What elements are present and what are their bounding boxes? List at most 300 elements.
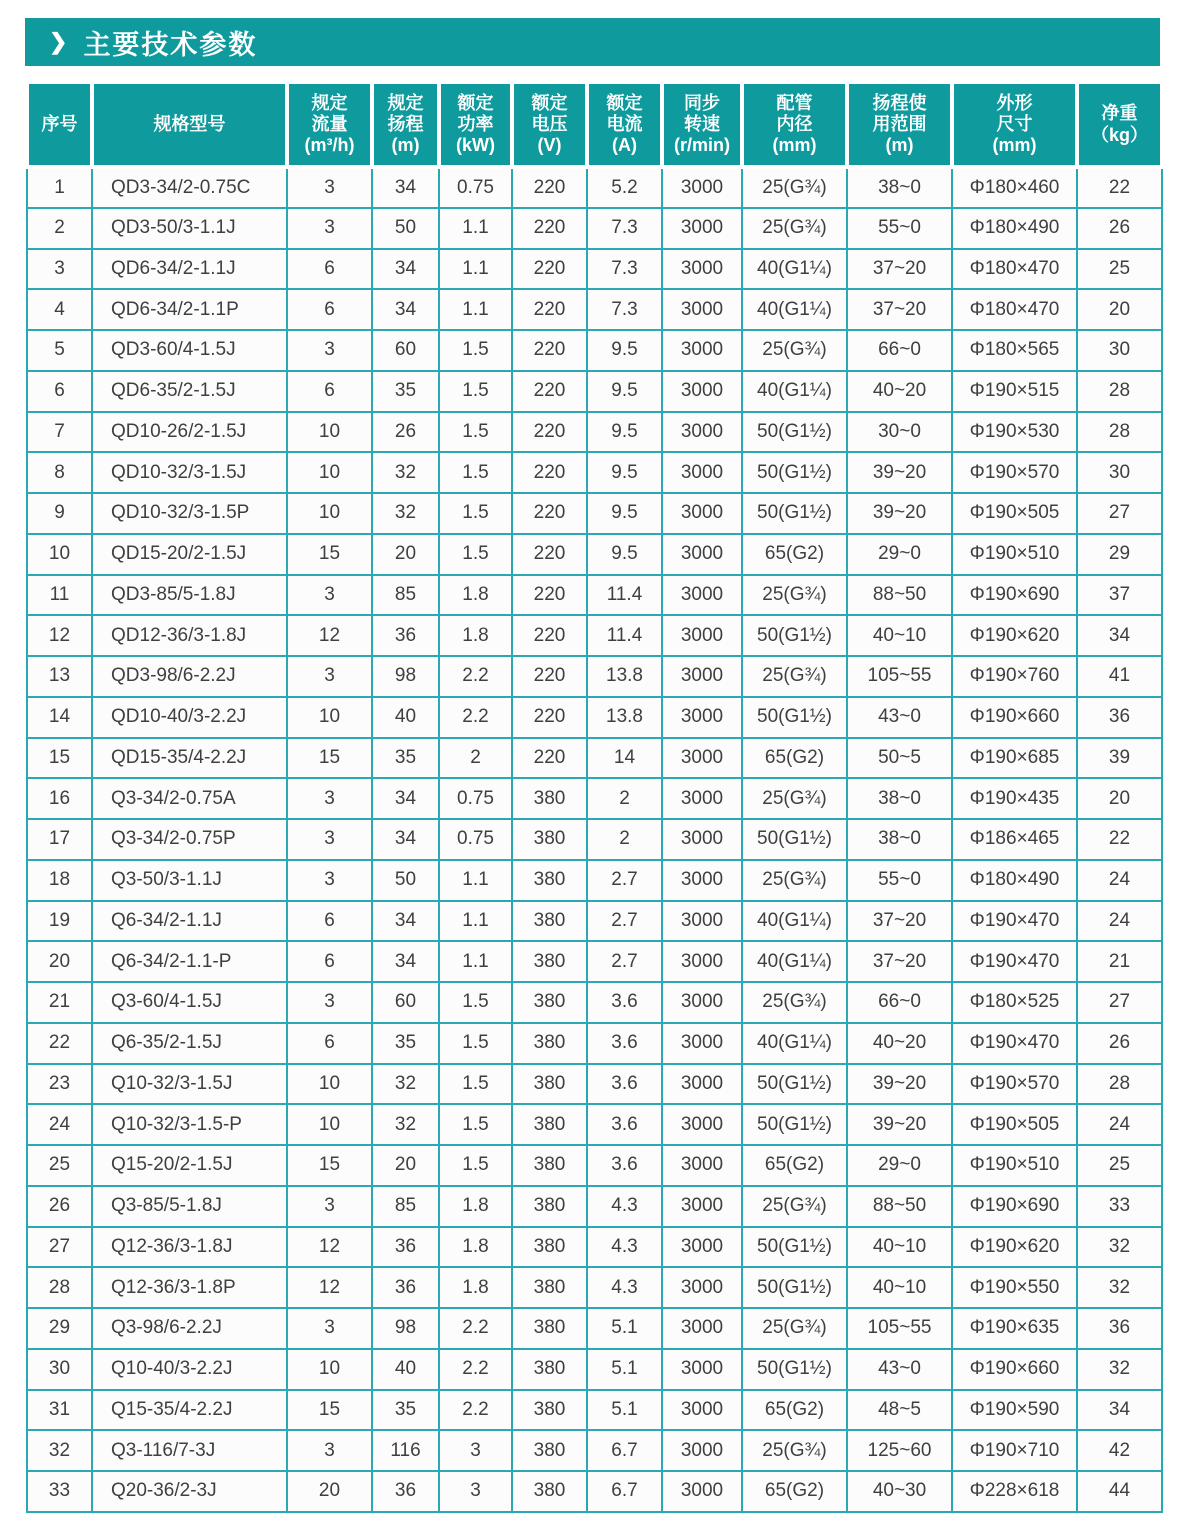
value-cell: 40(G1¼): [742, 249, 847, 290]
value-cell: 29~0: [847, 534, 952, 575]
value-cell: 29~0: [847, 1145, 952, 1186]
value-cell: 25(G¾): [742, 208, 847, 249]
row-number-cell: 4: [27, 289, 92, 330]
value-cell: 380: [512, 982, 587, 1023]
row-number-cell: 26: [27, 1186, 92, 1227]
model-cell: QD3-98/6-2.2J: [92, 656, 287, 697]
table-row: [27, 738, 1162, 779]
value-cell: 3: [439, 1471, 512, 1512]
value-cell: 4.3: [587, 1227, 662, 1268]
value-cell: 25(G¾): [742, 575, 847, 616]
row-number-cell: 19: [27, 901, 92, 942]
value-cell: Φ190×620: [952, 1227, 1077, 1268]
row-number-cell: 16: [27, 778, 92, 819]
value-cell: 37~20: [847, 249, 952, 290]
value-cell: 36: [1077, 697, 1162, 738]
value-cell: 1.8: [439, 1186, 512, 1227]
section-title: 主要技术参数: [83, 29, 258, 60]
value-cell: 2.7: [587, 901, 662, 942]
value-cell: Φ190×505: [952, 493, 1077, 534]
value-cell: 2.2: [439, 697, 512, 738]
value-cell: 30: [1077, 330, 1162, 371]
value-cell: 6: [287, 249, 372, 290]
value-cell: 3: [287, 208, 372, 249]
value-cell: 6.7: [587, 1471, 662, 1512]
table-row: [27, 1186, 1162, 1227]
table-row: [27, 697, 1162, 738]
value-cell: Φ228×618: [952, 1471, 1077, 1512]
value-cell: 38~0: [847, 167, 952, 208]
value-cell: 3000: [662, 697, 742, 738]
value-cell: 65(G2): [742, 1145, 847, 1186]
value-cell: 50(G1½): [742, 1349, 847, 1390]
value-cell: 10: [287, 493, 372, 534]
section-title-bar: [25, 18, 1160, 66]
value-cell: 2: [439, 738, 512, 779]
value-cell: 15: [287, 534, 372, 575]
model-cell: Q3-34/2-0.75P: [92, 819, 287, 860]
value-cell: 12: [287, 1227, 372, 1268]
value-cell: 37~20: [847, 941, 952, 982]
value-cell: 38~0: [847, 778, 952, 819]
model-cell: QD12-36/3-1.8J: [92, 615, 287, 656]
table-row: [27, 1430, 1162, 1471]
value-cell: 5.1: [587, 1349, 662, 1390]
value-cell: 50(G1½): [742, 412, 847, 453]
table-row: [27, 1227, 1162, 1268]
table-row: [27, 412, 1162, 453]
value-cell: 1.1: [439, 208, 512, 249]
column-header: 额定 功率 (kW): [439, 82, 512, 167]
value-cell: 3: [287, 778, 372, 819]
value-cell: 20: [1077, 778, 1162, 819]
value-cell: 3000: [662, 575, 742, 616]
value-cell: 20: [287, 1471, 372, 1512]
value-cell: 380: [512, 1023, 587, 1064]
model-cell: QD10-40/3-2.2J: [92, 697, 287, 738]
value-cell: 88~50: [847, 1186, 952, 1227]
value-cell: 25(G¾): [742, 860, 847, 901]
row-number-cell: 31: [27, 1390, 92, 1431]
value-cell: 34: [372, 167, 439, 208]
value-cell: 380: [512, 778, 587, 819]
value-cell: 5.2: [587, 167, 662, 208]
value-cell: 6.7: [587, 1430, 662, 1471]
value-cell: 4.3: [587, 1267, 662, 1308]
value-cell: 22: [1077, 167, 1162, 208]
value-cell: 35: [372, 1023, 439, 1064]
value-cell: 220: [512, 493, 587, 534]
value-cell: 105~55: [847, 1308, 952, 1349]
table-row: [27, 1308, 1162, 1349]
value-cell: 1.5: [439, 1023, 512, 1064]
value-cell: Φ190×470: [952, 1023, 1077, 1064]
value-cell: 50(G1½): [742, 452, 847, 493]
table-row: [27, 901, 1162, 942]
value-cell: 40: [372, 1349, 439, 1390]
value-cell: 25(G¾): [742, 330, 847, 371]
value-cell: 3: [287, 982, 372, 1023]
value-cell: 36: [1077, 1308, 1162, 1349]
table-row: [27, 1145, 1162, 1186]
value-cell: Φ180×525: [952, 982, 1077, 1023]
value-cell: 3: [287, 330, 372, 371]
value-cell: 1.5: [439, 1104, 512, 1145]
model-cell: QD15-35/4-2.2J: [92, 738, 287, 779]
value-cell: 40(G1¼): [742, 941, 847, 982]
value-cell: 220: [512, 534, 587, 575]
table-row: [27, 534, 1162, 575]
value-cell: 220: [512, 412, 587, 453]
value-cell: 3000: [662, 941, 742, 982]
value-cell: 98: [372, 656, 439, 697]
value-cell: 85: [372, 575, 439, 616]
row-number-cell: 5: [27, 330, 92, 371]
value-cell: 380: [512, 1349, 587, 1390]
value-cell: 39~20: [847, 1104, 952, 1145]
value-cell: 50(G1½): [742, 615, 847, 656]
value-cell: Φ190×620: [952, 615, 1077, 656]
row-number-cell: 18: [27, 860, 92, 901]
table-row: [27, 371, 1162, 412]
value-cell: 4.3: [587, 1186, 662, 1227]
value-cell: 50(G1½): [742, 1064, 847, 1105]
value-cell: Φ190×470: [952, 941, 1077, 982]
value-cell: 13.8: [587, 697, 662, 738]
table-row: [27, 860, 1162, 901]
value-cell: 3000: [662, 1267, 742, 1308]
value-cell: 15: [287, 738, 372, 779]
value-cell: 1.5: [439, 1145, 512, 1186]
model-cell: Q12-36/3-1.8J: [92, 1227, 287, 1268]
header-row: [27, 82, 1162, 167]
value-cell: 66~0: [847, 330, 952, 371]
value-cell: 7.3: [587, 289, 662, 330]
model-cell: Q10-32/3-1.5J: [92, 1064, 287, 1105]
value-cell: 40~20: [847, 1023, 952, 1064]
value-cell: 40(G1¼): [742, 1023, 847, 1064]
table-row: [27, 982, 1162, 1023]
value-cell: 3000: [662, 1023, 742, 1064]
value-cell: 10: [287, 412, 372, 453]
value-cell: 32: [1077, 1267, 1162, 1308]
value-cell: 66~0: [847, 982, 952, 1023]
value-cell: 380: [512, 1430, 587, 1471]
model-cell: Q20-36/2-3J: [92, 1471, 287, 1512]
value-cell: 3000: [662, 208, 742, 249]
value-cell: 3000: [662, 1145, 742, 1186]
value-cell: 3000: [662, 1186, 742, 1227]
value-cell: 380: [512, 1390, 587, 1431]
column-header: 外形 尺寸 (mm): [952, 82, 1077, 167]
value-cell: 3.6: [587, 1023, 662, 1064]
value-cell: 26: [372, 412, 439, 453]
value-cell: Φ190×660: [952, 1349, 1077, 1390]
row-number-cell: 12: [27, 615, 92, 656]
value-cell: 1.5: [439, 330, 512, 371]
value-cell: 15: [287, 1390, 372, 1431]
value-cell: 6: [287, 371, 372, 412]
value-cell: 3000: [662, 1064, 742, 1105]
value-cell: 50(G1½): [742, 1227, 847, 1268]
value-cell: 220: [512, 575, 587, 616]
value-cell: 3: [287, 656, 372, 697]
value-cell: 28: [1077, 371, 1162, 412]
model-cell: Q15-20/2-1.5J: [92, 1145, 287, 1186]
value-cell: Φ190×530: [952, 412, 1077, 453]
value-cell: Φ190×690: [952, 1186, 1077, 1227]
value-cell: 10: [287, 697, 372, 738]
value-cell: 40~10: [847, 1227, 952, 1268]
value-cell: 48~5: [847, 1390, 952, 1431]
row-number-cell: 14: [27, 697, 92, 738]
table-row: [27, 208, 1162, 249]
value-cell: 1.5: [439, 534, 512, 575]
value-cell: 2.7: [587, 941, 662, 982]
value-cell: Φ190×550: [952, 1267, 1077, 1308]
value-cell: 3000: [662, 534, 742, 575]
value-cell: 1.1: [439, 941, 512, 982]
value-cell: Φ180×490: [952, 208, 1077, 249]
value-cell: 5.1: [587, 1390, 662, 1431]
value-cell: 44: [1077, 1471, 1162, 1512]
value-cell: 220: [512, 656, 587, 697]
value-cell: 20: [1077, 289, 1162, 330]
model-cell: Q3-85/5-1.8J: [92, 1186, 287, 1227]
value-cell: 35: [372, 371, 439, 412]
value-cell: Φ190×515: [952, 371, 1077, 412]
value-cell: 36: [372, 615, 439, 656]
value-cell: 9.5: [587, 493, 662, 534]
value-cell: 3.6: [587, 982, 662, 1023]
value-cell: 220: [512, 615, 587, 656]
value-cell: 3000: [662, 656, 742, 697]
value-cell: 3: [287, 575, 372, 616]
value-cell: Φ180×565: [952, 330, 1077, 371]
row-number-cell: 17: [27, 819, 92, 860]
value-cell: 35: [372, 1390, 439, 1431]
value-cell: 50: [372, 860, 439, 901]
model-cell: QD10-32/3-1.5P: [92, 493, 287, 534]
value-cell: 2.2: [439, 656, 512, 697]
value-cell: 32: [372, 1064, 439, 1105]
value-cell: 2: [587, 778, 662, 819]
value-cell: 1.5: [439, 1064, 512, 1105]
value-cell: 3000: [662, 1471, 742, 1512]
value-cell: 3000: [662, 249, 742, 290]
value-cell: Φ190×510: [952, 1145, 1077, 1186]
row-number-cell: 10: [27, 534, 92, 575]
row-number-cell: 33: [27, 1471, 92, 1512]
table-row: [27, 615, 1162, 656]
row-number-cell: 22: [27, 1023, 92, 1064]
value-cell: 29: [1077, 534, 1162, 575]
model-cell: Q3-50/3-1.1J: [92, 860, 287, 901]
value-cell: Φ190×510: [952, 534, 1077, 575]
value-cell: 42: [1077, 1430, 1162, 1471]
row-number-cell: 24: [27, 1104, 92, 1145]
value-cell: 34: [372, 249, 439, 290]
value-cell: 50~5: [847, 738, 952, 779]
value-cell: 60: [372, 330, 439, 371]
row-number-cell: 28: [27, 1267, 92, 1308]
table-row: [27, 1349, 1162, 1390]
value-cell: 3: [287, 1186, 372, 1227]
value-cell: 37: [1077, 575, 1162, 616]
value-cell: 32: [1077, 1227, 1162, 1268]
value-cell: 220: [512, 289, 587, 330]
value-cell: 34: [372, 941, 439, 982]
row-number-cell: 13: [27, 656, 92, 697]
model-cell: QD10-32/3-1.5J: [92, 452, 287, 493]
value-cell: 0.75: [439, 167, 512, 208]
value-cell: 3000: [662, 778, 742, 819]
value-cell: 3000: [662, 819, 742, 860]
value-cell: 39~20: [847, 1064, 952, 1105]
value-cell: 3: [287, 819, 372, 860]
value-cell: 34: [1077, 615, 1162, 656]
value-cell: 380: [512, 1471, 587, 1512]
value-cell: 65(G2): [742, 738, 847, 779]
value-cell: 33: [1077, 1186, 1162, 1227]
value-cell: 25(G¾): [742, 1308, 847, 1349]
value-cell: 2.2: [439, 1390, 512, 1431]
value-cell: 1.5: [439, 412, 512, 453]
value-cell: 32: [372, 493, 439, 534]
value-cell: 21: [1077, 941, 1162, 982]
value-cell: 3: [287, 1430, 372, 1471]
value-cell: 3000: [662, 1308, 742, 1349]
value-cell: 2.7: [587, 860, 662, 901]
value-cell: 50(G1½): [742, 1267, 847, 1308]
value-cell: 50: [372, 208, 439, 249]
value-cell: 12: [287, 1267, 372, 1308]
value-cell: 85: [372, 1186, 439, 1227]
value-cell: 14: [587, 738, 662, 779]
value-cell: 220: [512, 167, 587, 208]
value-cell: 3000: [662, 1104, 742, 1145]
value-cell: 1.1: [439, 860, 512, 901]
value-cell: 50(G1½): [742, 493, 847, 534]
model-cell: QD6-34/2-1.1P: [92, 289, 287, 330]
column-header: 配管 内径 (mm): [742, 82, 847, 167]
value-cell: 12: [287, 615, 372, 656]
value-cell: 10: [287, 1349, 372, 1390]
value-cell: 40(G1¼): [742, 289, 847, 330]
row-number-cell: 2: [27, 208, 92, 249]
value-cell: 105~55: [847, 656, 952, 697]
value-cell: 7.3: [587, 208, 662, 249]
value-cell: 3000: [662, 167, 742, 208]
row-number-cell: 9: [27, 493, 92, 534]
value-cell: 25(G¾): [742, 656, 847, 697]
model-cell: QD3-85/5-1.8J: [92, 575, 287, 616]
value-cell: 32: [372, 452, 439, 493]
value-cell: 380: [512, 1145, 587, 1186]
column-header: 序号: [27, 82, 92, 167]
value-cell: Φ190×690: [952, 575, 1077, 616]
value-cell: 1.8: [439, 1267, 512, 1308]
value-cell: 26: [1077, 208, 1162, 249]
value-cell: 36: [372, 1267, 439, 1308]
table-row: [27, 819, 1162, 860]
value-cell: 9.5: [587, 412, 662, 453]
value-cell: 3000: [662, 493, 742, 534]
value-cell: Φ190×760: [952, 656, 1077, 697]
value-cell: 27: [1077, 982, 1162, 1023]
model-cell: Q3-60/4-1.5J: [92, 982, 287, 1023]
value-cell: 25: [1077, 1145, 1162, 1186]
value-cell: 3000: [662, 738, 742, 779]
value-cell: 34: [372, 819, 439, 860]
value-cell: 36: [372, 1471, 439, 1512]
value-cell: 65(G2): [742, 1471, 847, 1512]
table-row: [27, 1023, 1162, 1064]
value-cell: 125~60: [847, 1430, 952, 1471]
value-cell: Φ180×470: [952, 249, 1077, 290]
value-cell: Φ190×710: [952, 1430, 1077, 1471]
row-number-cell: 6: [27, 371, 92, 412]
value-cell: 380: [512, 1104, 587, 1145]
value-cell: 3000: [662, 412, 742, 453]
value-cell: Φ180×460: [952, 167, 1077, 208]
row-number-cell: 25: [27, 1145, 92, 1186]
value-cell: 34: [372, 778, 439, 819]
model-cell: QD6-35/2-1.5J: [92, 371, 287, 412]
row-number-cell: 11: [27, 575, 92, 616]
value-cell: 1.1: [439, 289, 512, 330]
value-cell: 380: [512, 1267, 587, 1308]
row-number-cell: 23: [27, 1064, 92, 1105]
value-cell: 39~20: [847, 452, 952, 493]
value-cell: 3000: [662, 1390, 742, 1431]
row-number-cell: 29: [27, 1308, 92, 1349]
value-cell: 10: [287, 452, 372, 493]
table-row: [27, 289, 1162, 330]
table-row: [27, 941, 1162, 982]
value-cell: 6: [287, 1023, 372, 1064]
value-cell: Φ180×470: [952, 289, 1077, 330]
column-header: 额定 电压 (V): [512, 82, 587, 167]
value-cell: 55~0: [847, 860, 952, 901]
value-cell: 3000: [662, 982, 742, 1023]
value-cell: 25(G¾): [742, 167, 847, 208]
value-cell: 24: [1077, 901, 1162, 942]
value-cell: 3000: [662, 452, 742, 493]
value-cell: Φ190×470: [952, 901, 1077, 942]
value-cell: 25(G¾): [742, 1430, 847, 1471]
value-cell: 40: [372, 697, 439, 738]
value-cell: 3000: [662, 901, 742, 942]
value-cell: 220: [512, 738, 587, 779]
value-cell: 1.8: [439, 1227, 512, 1268]
value-cell: Φ190×570: [952, 1064, 1077, 1105]
value-cell: 1.1: [439, 249, 512, 290]
value-cell: 20: [372, 534, 439, 575]
value-cell: 30: [1077, 452, 1162, 493]
value-cell: 380: [512, 1227, 587, 1268]
value-cell: 39~20: [847, 493, 952, 534]
column-header: 规格型号: [92, 82, 287, 167]
value-cell: Φ190×505: [952, 1104, 1077, 1145]
value-cell: 3000: [662, 330, 742, 371]
value-cell: 1.5: [439, 452, 512, 493]
value-cell: 380: [512, 1308, 587, 1349]
table-header: [27, 82, 1162, 167]
value-cell: 1.5: [439, 493, 512, 534]
column-header: 额定 电流 (A): [587, 82, 662, 167]
value-cell: 6: [287, 901, 372, 942]
